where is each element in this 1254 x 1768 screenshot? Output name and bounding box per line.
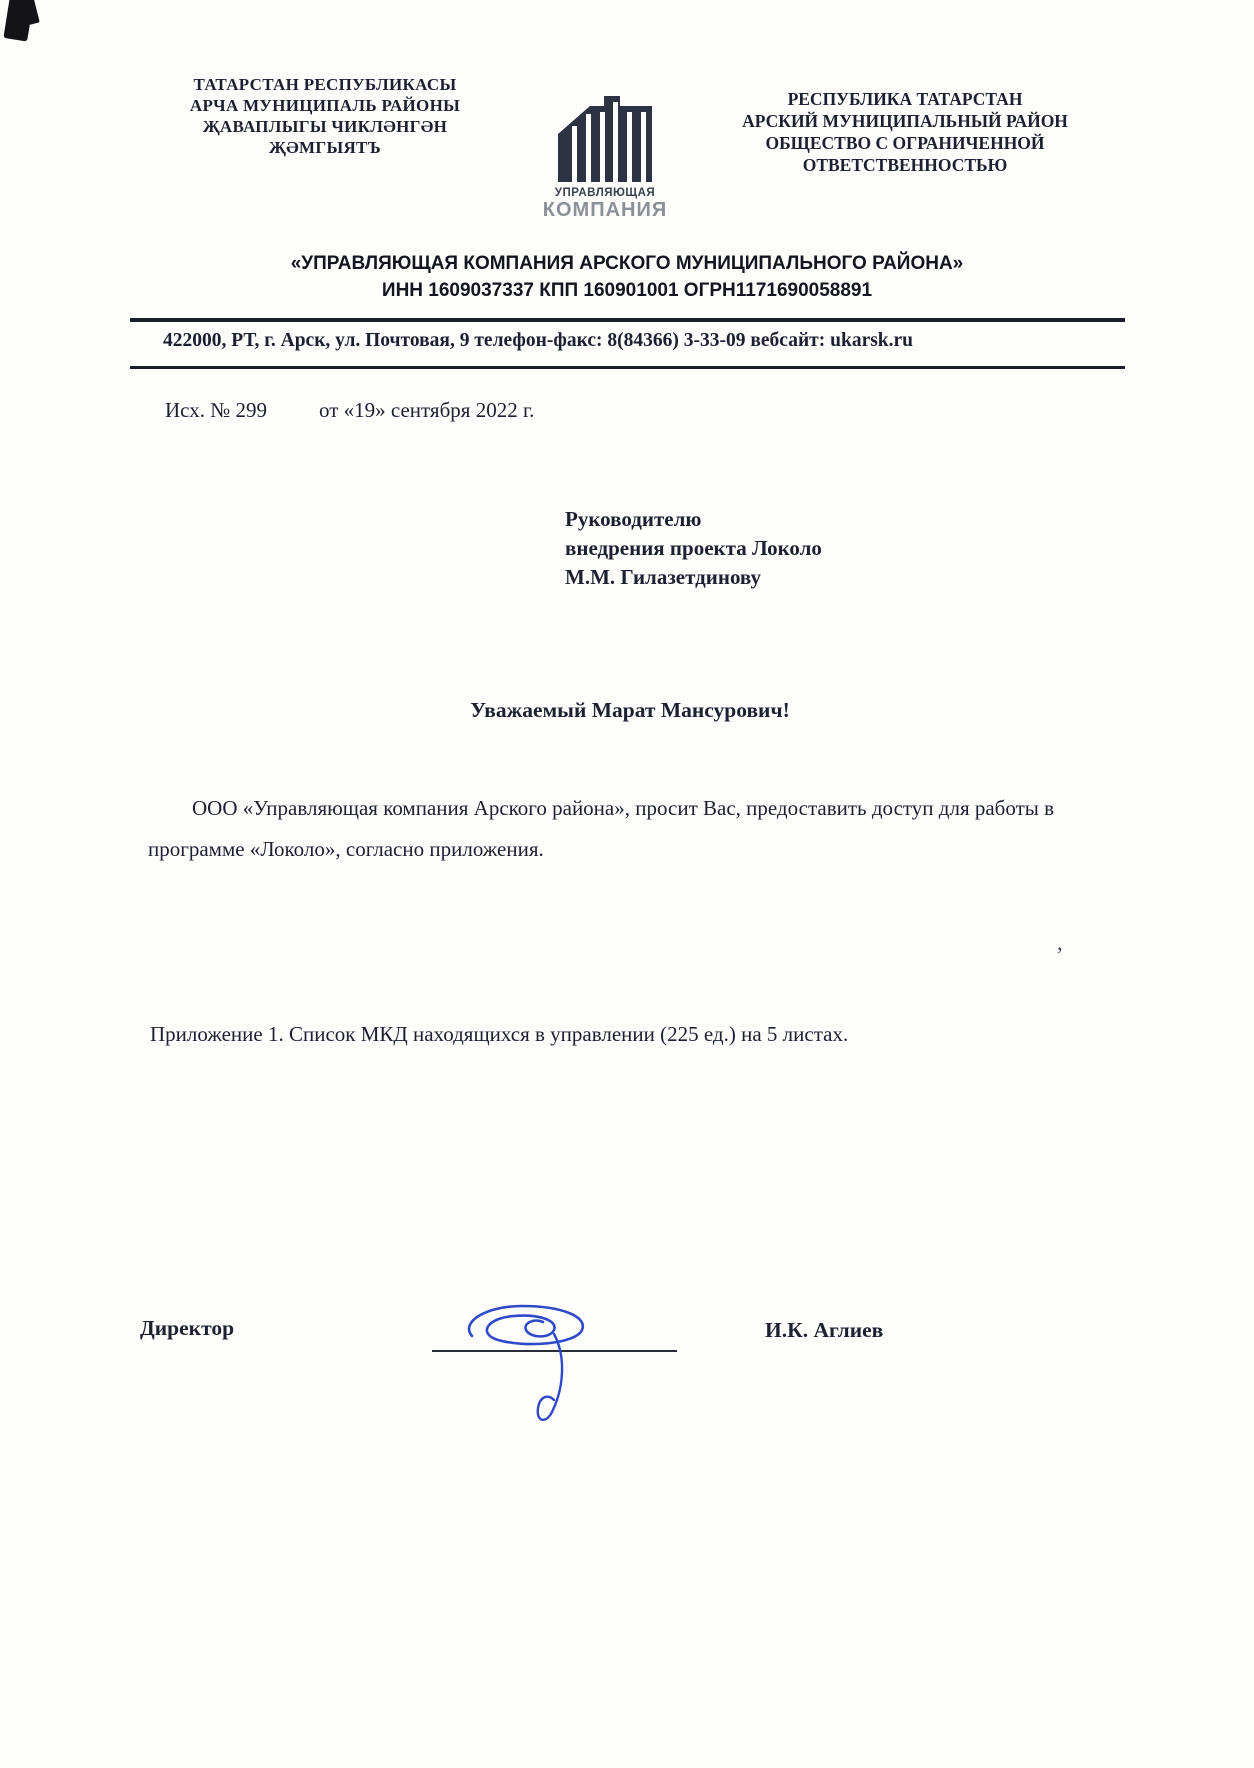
- addressee-line: М.М. Гилазетдинову: [565, 565, 762, 589]
- logo-label-top: УПРАВЛЯЮЩАЯ: [554, 187, 656, 199]
- company-logo: [538, 86, 672, 221]
- company-registration: ИНН 1609037337 КПП 160901001 ОГРН1171690058891: [381, 280, 873, 301]
- building-icon: [546, 86, 664, 184]
- letterhead-left-line: ҖАВАПЛЫГЫ ЧИКЛӘНГӘН: [202, 117, 448, 136]
- signer-title: Директор: [140, 1316, 235, 1340]
- handwritten-signature: [430, 1278, 680, 1438]
- addressee-line: Руководителю: [565, 507, 702, 531]
- letterhead-left: [150, 74, 500, 158]
- company-address: 422000, РТ, г. Арск, ул. Почтовая, 9 телефон-факс: 8(84366) 3-33-09 вебсайт: ukarsk.ru: [163, 330, 914, 351]
- letter-date: от «19» сентября 2022 г.: [319, 398, 535, 422]
- divider-bottom: [130, 366, 1125, 369]
- company-name: «УПРАВЛЯЮЩАЯ КОМПАНИЯ АРСКОГО МУНИЦИПАЛЬНОГО РАЙОНА»: [290, 253, 964, 274]
- letterhead-right-line: АРСКИЙ МУНИЦИПАЛЬНЫЙ РАЙОН: [742, 111, 1068, 131]
- letterhead-right-line: РЕСПУБЛИКА ТАТАРСТАН: [787, 89, 1023, 109]
- letterhead-left-line: ҖӘМГЫЯТЪ: [269, 138, 381, 157]
- letterhead-left-line: АРЧА МУНИЦИПАЛЬ РАЙОНЫ: [189, 96, 461, 115]
- reference-line: [165, 398, 534, 423]
- attachment-line: Приложение 1. Список МКД находящихся в управлении (225 ед.) на 5 листах.: [150, 1022, 849, 1046]
- addressee-line: внедрения проекта Локоло: [565, 536, 822, 560]
- letterhead-left-line: ТАТАРСТАН РЕСПУБЛИКАСЫ: [193, 75, 457, 94]
- signer-name: И.К. Аглиев: [765, 1318, 884, 1342]
- body-paragraph: ООО «Управляющая компания Арского района», просит Вас, предоставить доступ для работы в программе «Локоло», согласно приложения.: [148, 796, 1055, 861]
- letterhead-right-line: ОТВЕТСТВЕННОСТЬЮ: [802, 155, 1008, 175]
- addressee-block: [565, 505, 822, 592]
- logo-label-bottom: КОМПАНИЯ: [542, 199, 668, 221]
- outgoing-number: Исх. № 299: [165, 398, 267, 422]
- divider-top: [130, 318, 1125, 322]
- letterhead-right-line: ОБЩЕСТВО С ОГРАНИЧЕННОЙ: [765, 133, 1045, 153]
- salutation: Уважаемый Марат Мансурович!: [470, 698, 790, 722]
- letterhead-right: [700, 88, 1110, 176]
- scan-artifact: ’: [1056, 942, 1064, 967]
